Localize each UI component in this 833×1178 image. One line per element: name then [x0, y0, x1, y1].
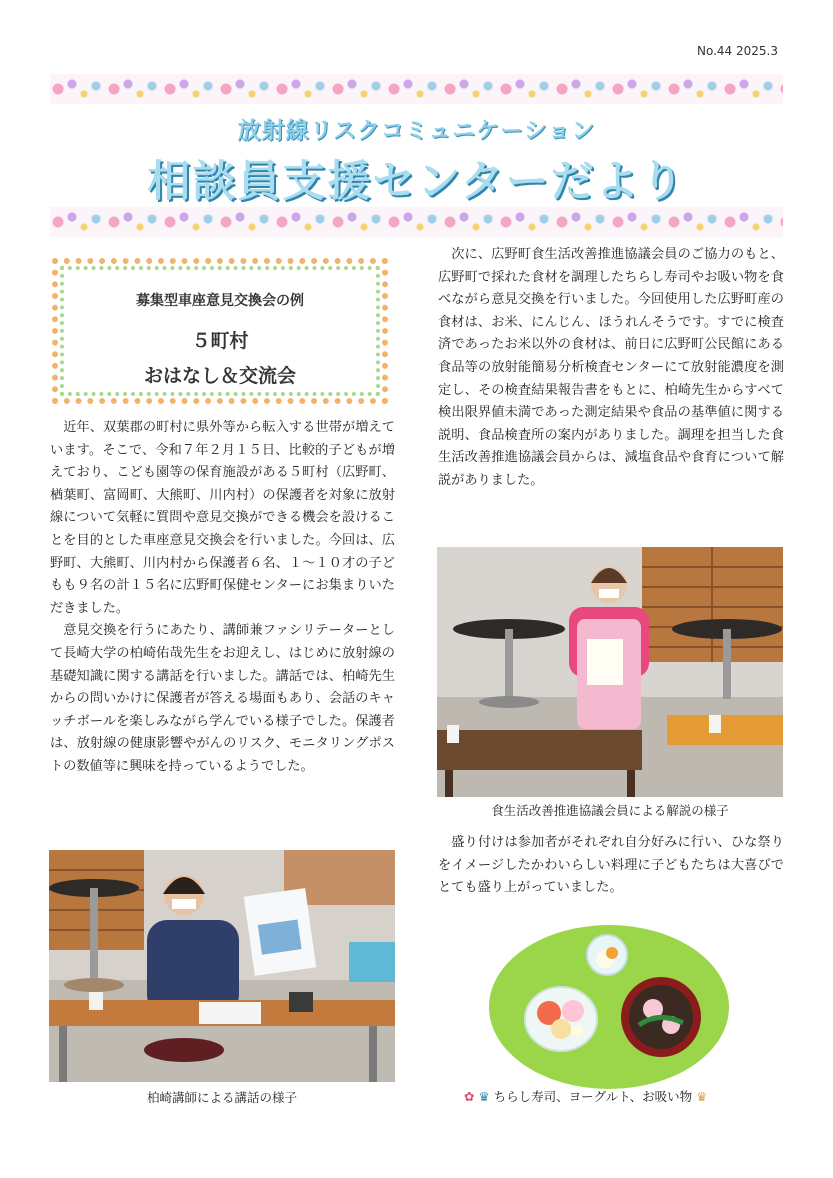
- right-column-text-2: [438, 832, 784, 900]
- newsletter-subtitle: 放射線リスクコミュニケーション: [237, 118, 596, 144]
- hina-doll-icon: ♛: [478, 1089, 490, 1104]
- paragraph-intro: 近年、双葉郡の町村に県外等から転入する世帯が増えています。そこで、令和７年２月１５日、比較的子どもが増えており、こども園等の保育施設がある５町村（広野町、楢葉町、富岡町、大熊町、川内村）の保護者を対象に放射線について気軽に質問や意見交換ができる機会を設けることを目的とした車座意見交換会を行いました。今回は、広野町、大熊町、川内村から保護者６名、１～１０才の子どもも９名の計１５名に広野町保健センターにお集まりいただきました。: [50, 420, 395, 616]
- caption-food-text: ちらし寿司、ヨーグルト、お吸い物: [493, 1089, 693, 1104]
- hina-doll-icon-2: ♛: [696, 1089, 708, 1104]
- photo-food: [489, 925, 729, 1090]
- caption-explanation: 食生活改善推進協議会員による解説の様子: [491, 803, 729, 818]
- paragraph-food-exchange: 次に、広野町食生活改善推進協議会員のご協力のもと、広野町で採れた食材を調理したちらし寿司やお吸い物を食べながら意見交換を行いました。今回使用した広野町産の食材は、お米、にんじん、ほうれんそうです。すでに検査済であったお米以外の食材は、前日に広野町公民館にある食品等の放射能簡易分析検査センターにて放射能濃度を測定し、その検査結果報告書をもとに、柏崎先生からすべて検出限界値未満であった測定結果や食品の基準値に関する説明、食品検査所の案内がありました。調理を担当した食生活改善推進協議会員からは、減塩食品や食育について解説がありました。: [438, 247, 784, 488]
- photo-lecture: [49, 850, 395, 1082]
- cherry-blossom-icon: ✿: [464, 1089, 475, 1104]
- feature-kicker: 募集型車座意見交換会の例: [136, 293, 304, 309]
- caption-lecture: 柏崎講師による講話の様子: [146, 1090, 297, 1105]
- photo-explanation: [437, 547, 783, 797]
- right-column-text: [438, 244, 784, 493]
- floral-banner-top: [50, 74, 783, 104]
- paragraph-decoration: 盛り付けは参加者がそれぞれ自分好みに行い、ひな祭りをイメージしたかわいらしい料理に子どもたちは大喜びでとても盛り上がっていました。: [438, 835, 784, 896]
- feature-title-box: [52, 258, 388, 404]
- caption-food: [464, 1087, 764, 1105]
- feature-heading-1: ５町村: [191, 330, 249, 352]
- issue-number: No.44 2025.3: [697, 44, 778, 58]
- newsletter-title: 相談員支援センターだより: [147, 157, 686, 207]
- floral-banner-bottom: [50, 207, 783, 237]
- paragraph-lecture: 意見交換を行うにあたり、講師兼ファシリテーターとして長崎大学の柏崎佑哉先生をお迎えし、はじめに放射線の基礎知識に関する講話を行いました。講話では、柏崎先生からの問いかけに保護者が答える場面もあり、会話のキャッチボールを楽しみながら学んでいる様子でした。保護者は、放射線の健康影響やがんのリスク、モニタリングポストの数値等に興味を持っているようでした。: [50, 623, 395, 774]
- feature-heading-2: おはなし＆交流会: [143, 365, 296, 387]
- left-column-text: [50, 417, 395, 779]
